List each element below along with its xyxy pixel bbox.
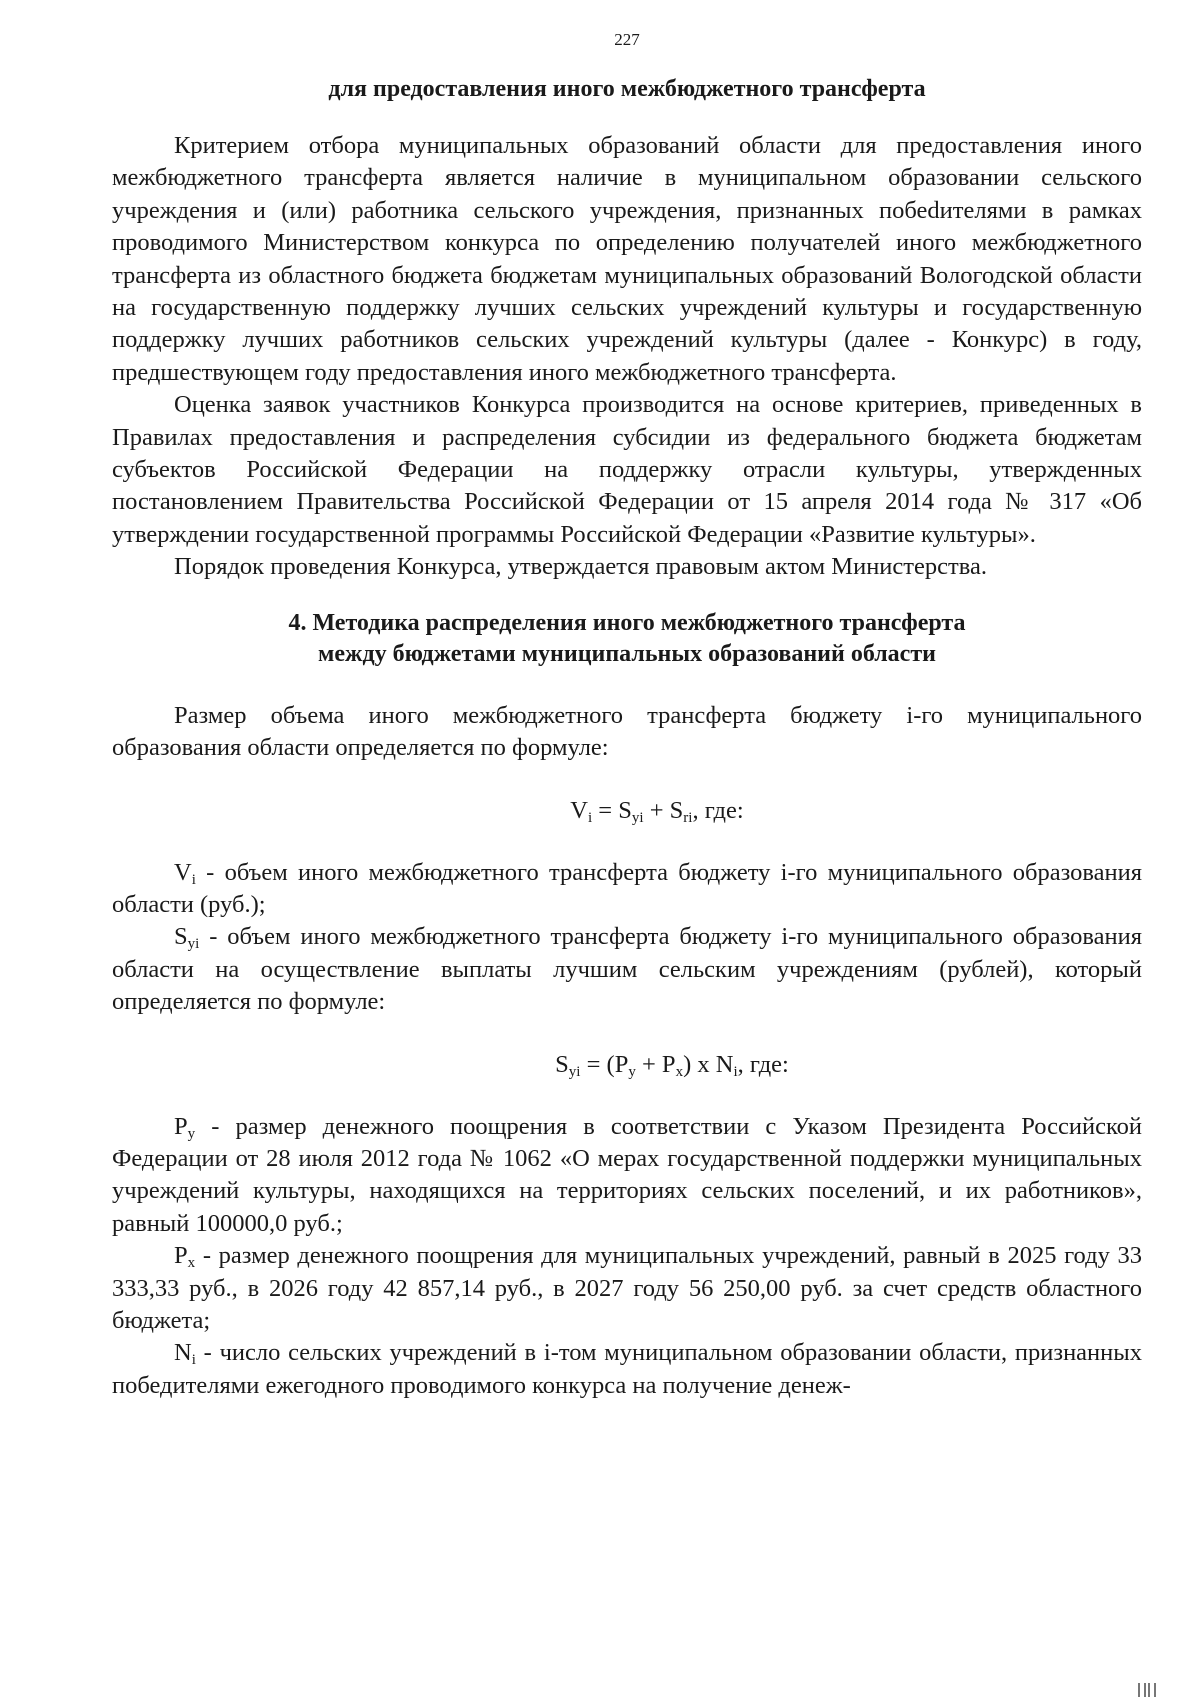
formula-syi-subscript: yi <box>631 809 644 826</box>
definition-px <box>112 1240 1142 1337</box>
definition-ni-text: - число сельских учреждений в i-том муниципальном образовании области, признанных победителями ежегодного проводимого конкурса на получение денеж- <box>112 1339 1142 1399</box>
definition-py-text: - размер денежного поощрения в соответствии с Указом Президента Российской Федерации от 28 июля 2012 года № 1062 «О мерах государственной поддержки муниципальных учреждений культуры, находящихся на территориях сельских поселений, и их работников», равный 100000,0 руб.; <box>112 1112 1142 1237</box>
formula2-s-subscript: yi <box>568 1063 581 1080</box>
definition-ni-symbol: N <box>174 1339 192 1367</box>
formula2-equals: = ( <box>580 1050 615 1078</box>
page-number: 227 <box>614 30 640 49</box>
formula-syi-symbol: S <box>618 796 632 824</box>
formula-vi-equals: = <box>592 796 619 824</box>
formula2-py-subscript: y <box>628 1063 636 1080</box>
heading-transfer: для предоставления иного межбюджетного трансферта <box>328 76 926 102</box>
section-4-heading-line-2: между бюджетами муниципальных образований области <box>318 640 936 667</box>
definition-py-symbol: P <box>174 1112 188 1140</box>
section-4-heading <box>112 608 1142 670</box>
document-page <box>112 30 1142 1402</box>
formula-plus: + <box>643 796 670 824</box>
scan-edge-marks <box>1138 1683 1178 1697</box>
formula2-tail: , где: <box>737 1050 789 1078</box>
paragraph-formula-intro: Размер объема иного межбюджетного трансферта бюджету i-го муниципального образования области определяется по формуле: <box>112 701 1142 762</box>
formula2-ni-symbol: N <box>715 1050 734 1078</box>
definition-px-symbol: P <box>174 1242 188 1270</box>
formula-vi-symbol: V <box>570 796 588 824</box>
definition-syi-subscript: yi <box>187 936 200 953</box>
formula-vi-subscript: i <box>588 809 593 826</box>
paragraph-application-evaluation: Оценка заявок участников Конкурса производится на основе критериев, приведенных в Правилах предоставления и распределения субсидии из федерального бюджета бюджетам субъектов Российской Федерации на поддержку отрасли культуры, утвержденных постановлением Правительства Российской Федерации от 15 апреля 2014 года № 317 «Об утверждении государственной программы Российской Федерации «Развитие культуры». <box>112 391 1142 548</box>
definition-vi-symbol: V <box>174 858 192 886</box>
section-4-heading-line-1: 4. Методика распределения иного межбюджетного трансферта <box>288 609 966 636</box>
definition-py <box>112 1111 1142 1241</box>
definition-vi-text: - объем иного межбюджетного трансферта бюджету i-го муниципального образования области (руб.); <box>112 858 1142 918</box>
definition-py-subscript: y <box>187 1125 196 1142</box>
formula-sri-symbol: S <box>669 796 684 824</box>
formula2-px-subscript: x <box>675 1063 684 1080</box>
formula2-ni-subscript: i <box>733 1063 738 1080</box>
definition-syi <box>112 921 1142 1018</box>
formula2-px-symbol: P <box>661 1050 676 1078</box>
definition-ni-subscript: i <box>191 1352 196 1369</box>
formula2-s-symbol: S <box>555 1050 569 1078</box>
paragraph-contest-procedure: Порядок проведения Конкурса, утверждается правовым актом Министерства. <box>174 553 987 581</box>
definition-vi <box>112 857 1142 922</box>
formula2-multiply: ) x <box>683 1050 716 1078</box>
formula-syi <box>112 1049 1142 1081</box>
formula-vi <box>112 795 1142 827</box>
formula2-plus: + <box>635 1050 662 1078</box>
definition-syi-symbol: S <box>174 923 188 951</box>
paragraph-selection-criterion: Критерием отбора муниципальных образований области для предоставления иного межбюджетного трансферта является наличие в муниципальном образовании сельского учреждения и (или) работника сельского учреждения, признанных побеdителями в рамках проводимого Министерством конкурса по определению получателей иного межбюджетного трансферта из областного бюджета бюджетам муниципальных образований Вологодской области на государственную поддержку лучших сельских учреждений культуры и государственную поддержку лучших работников сельских учреждений культуры (далее - Конкурс) в году, предшествующем году предоставления иного межбюджетного трансферта. <box>112 132 1142 386</box>
formula-vi-tail: , где: <box>692 796 744 824</box>
formula-sri-subscript: ri <box>683 809 693 826</box>
definition-px-subscript: x <box>187 1255 196 1272</box>
definition-syi-text: - объем иного межбюджетного трансферта бюджету i-го муниципального образования области на осуществление выплаты лучшим сельским учреждениям (рублей), который определяется по формуле: <box>112 923 1142 1016</box>
definition-vi-subscript: i <box>191 871 196 888</box>
definition-ni <box>112 1337 1142 1402</box>
definition-px-text: - размер денежного поощрения для муниципальных учреждений, равный в 2025 году 33 333,33 руб., в 2026 году 42 857,14 руб., в 2027 году 56 250,00 руб. за счет средств областного бюджета; <box>112 1242 1142 1334</box>
formula2-py-symbol: P <box>614 1050 629 1078</box>
